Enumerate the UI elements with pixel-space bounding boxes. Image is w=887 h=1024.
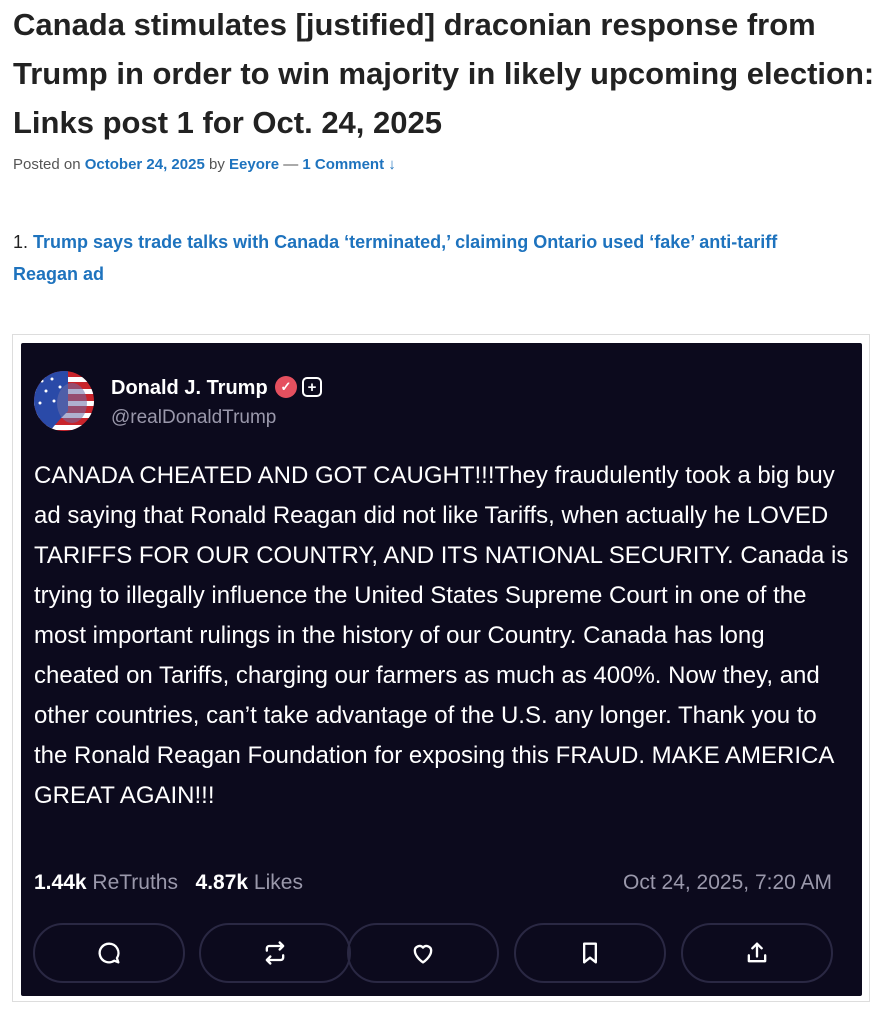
- posted-on-label: Posted on: [13, 156, 81, 173]
- reply-icon: [95, 939, 123, 967]
- post-meta: [13, 156, 396, 173]
- retruth-icon: [261, 939, 289, 967]
- share-button[interactable]: [681, 923, 833, 983]
- comments-link[interactable]: 1 Comment ↓: [302, 156, 396, 173]
- avatar[interactable]: [34, 371, 94, 431]
- verified-badge-icon: ✓: [275, 376, 297, 398]
- like-button[interactable]: [347, 923, 499, 983]
- likes-label: Likes: [253, 871, 303, 894]
- truth-social-post: [21, 343, 862, 996]
- author-name[interactable]: Donald J. Trump: [111, 377, 268, 399]
- post-text: CANADA CHEATED AND GOT CAUGHT!!!They fraudulently took a big buy ad saying that Ronald Reagan did not like Tariffs, when actually he LOVED TARIFFS FOR OUR COUNTRY, AND ITS NATIONAL SECURITY. Canada is trying to illegally influence the United States Supreme Court in one of the most important rulings in the history of our Country. Canada has long cheated on Tariffs, charging our farmers as much as 400%. Now they, and other countries, can’t take advantage of the U.S. any longer. Thank you to the Ronald Reagan Foundation for exposing this FRAUD. MAKE AMERICA GREAT AGAIN!!!: [34, 462, 849, 809]
- author-link[interactable]: Eeyore: [229, 156, 280, 173]
- list-item: [13, 226, 843, 290]
- likes-count: 4.87k: [195, 871, 249, 894]
- heart-icon: [409, 939, 437, 967]
- item-link[interactable]: Trump says trade talks with Canada ‘terminated,’ claiming Ontario used ‘fake’ anti-tariff Reagan ad: [13, 232, 778, 284]
- post-stats: [34, 871, 303, 895]
- author-handle[interactable]: @realDonaldTrump: [111, 407, 277, 428]
- post-actions: [33, 923, 833, 987]
- reply-button[interactable]: [33, 923, 185, 983]
- plus-icon[interactable]: +: [302, 377, 322, 397]
- item-number: 1.: [13, 232, 29, 252]
- meta-separator: —: [283, 156, 299, 173]
- bookmark-icon: [576, 939, 604, 967]
- retruths-count: 1.44k: [34, 871, 87, 894]
- retruth-button[interactable]: [199, 923, 351, 983]
- retruths-label: ReTruths: [92, 871, 178, 894]
- bookmark-button[interactable]: [514, 923, 666, 983]
- by-label: by: [208, 156, 225, 173]
- post-date-link[interactable]: October 24, 2025: [84, 156, 205, 173]
- post-title: Canada stimulates [justified] draconian response from Trump in order to win majority in likely upcoming election: Links post 1 for Oct. 24, 2025: [13, 7, 875, 140]
- share-icon: [743, 939, 771, 967]
- post-timestamp: Oct 24, 2025, 7:20 AM: [623, 871, 832, 894]
